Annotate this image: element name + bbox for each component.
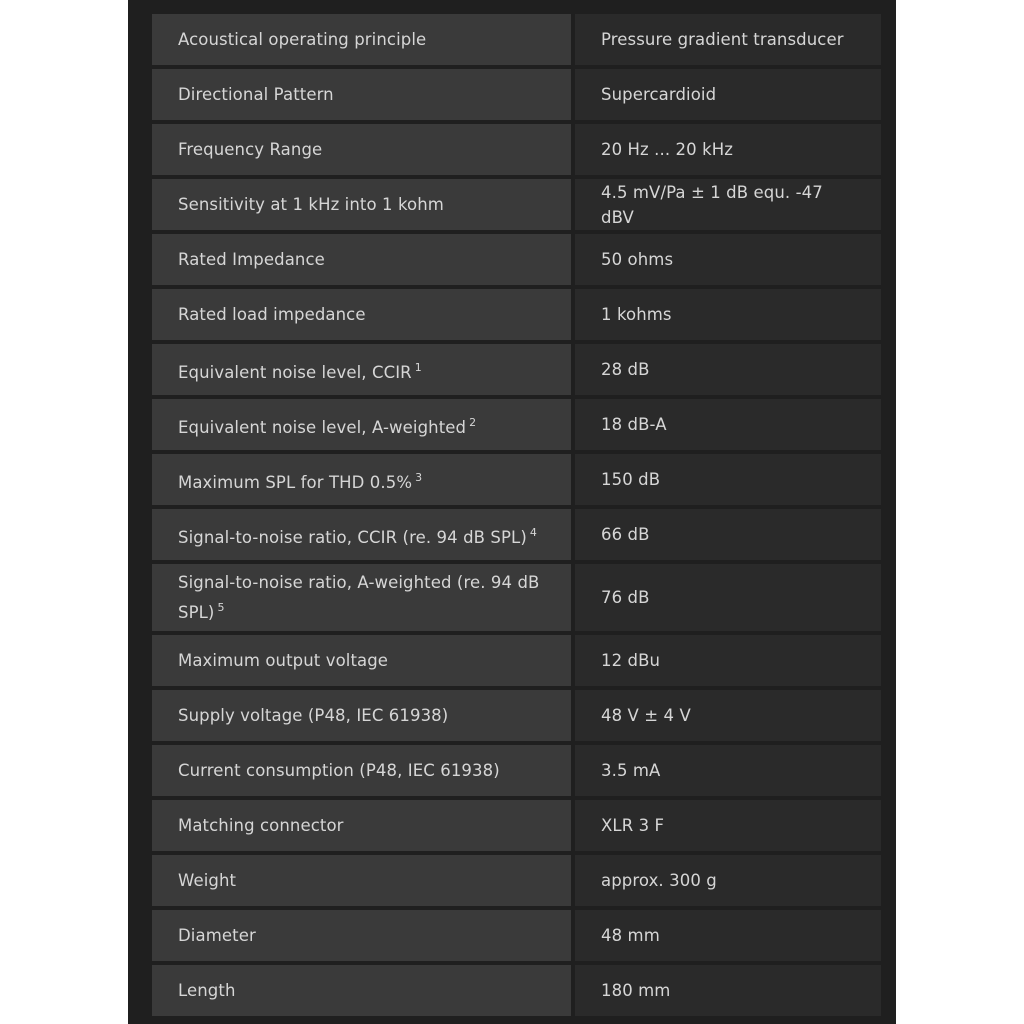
spec-value: 48 V ± 4 V <box>575 690 881 741</box>
spec-label: Acoustical operating principle <box>152 14 571 65</box>
spec-label: Current consumption (P48, IEC 61938) <box>152 745 571 796</box>
spec-label: Rated Impedance <box>152 234 571 285</box>
spec-value: 76 dB <box>575 564 881 631</box>
spec-value: 28 dB <box>575 344 881 395</box>
spec-row <box>152 690 881 741</box>
spec-value: 50 ohms <box>575 234 881 285</box>
spec-value: 180 mm <box>575 965 881 1016</box>
spec-value: 4.5 mV/Pa ± 1 dB equ. -47 dBV <box>575 179 881 230</box>
spec-value: XLR 3 F <box>575 800 881 851</box>
spec-value: 20 Hz ... 20 kHz <box>575 124 881 175</box>
footnote-marker: 4 <box>529 525 537 539</box>
spec-value: 12 dBu <box>575 635 881 686</box>
spec-row <box>152 745 881 796</box>
spec-row <box>152 289 881 340</box>
spec-row <box>152 344 881 395</box>
footnote-marker: 1 <box>414 360 422 374</box>
spec-row <box>152 234 881 285</box>
spec-label: Length <box>152 965 571 1016</box>
spec-row <box>152 800 881 851</box>
spec-label: Equivalent noise level, CCIR $^1$ <box>152 344 571 395</box>
spec-value: 1 kohms <box>575 289 881 340</box>
spec-value: approx. 300 g <box>575 855 881 906</box>
spec-row <box>152 399 881 450</box>
spec-label: Equivalent noise level, A-weighted $^2$ <box>152 399 571 450</box>
spec-row <box>152 14 881 65</box>
spec-row <box>152 454 881 505</box>
spec-row <box>152 965 881 1016</box>
spec-row <box>152 69 881 120</box>
spec-row <box>152 635 881 686</box>
spec-label: Signal-to-noise ratio, A-weighted (re. 94 dB SPL) $^5$ <box>152 564 571 631</box>
spec-label: Matching connector <box>152 800 571 851</box>
spec-label: Maximum output voltage <box>152 635 571 686</box>
spec-row <box>152 179 881 230</box>
spec-label: Maximum SPL for THD 0.5% $^3$ <box>152 454 571 505</box>
spec-row <box>152 855 881 906</box>
spec-value: 3.5 mA <box>575 745 881 796</box>
spec-label: Directional Pattern <box>152 69 571 120</box>
footnote-marker: 3 <box>415 470 423 484</box>
spec-label: Rated load impedance <box>152 289 571 340</box>
footnote-marker: 2 <box>469 415 477 429</box>
footnote-marker: 5 <box>217 601 225 614</box>
spec-label: Signal-to-noise ratio, CCIR (re. 94 dB SPL) $^4$ <box>152 509 571 560</box>
spec-value: 66 dB <box>575 509 881 560</box>
spec-value: 18 dB-A <box>575 399 881 450</box>
spec-row <box>152 509 881 560</box>
spec-label: Sensitivity at 1 kHz into 1 kohm <box>152 179 571 230</box>
spec-label: Supply voltage (P48, IEC 61938) <box>152 690 571 741</box>
spec-value: 150 dB <box>575 454 881 505</box>
spec-label: Diameter <box>152 910 571 961</box>
spec-row <box>152 124 881 175</box>
spec-label: Weight <box>152 855 571 906</box>
spec-value: Supercardioid <box>575 69 881 120</box>
spec-row <box>152 910 881 961</box>
spec-table <box>152 14 881 1016</box>
spec-row <box>152 564 881 631</box>
spec-label: Frequency Range <box>152 124 571 175</box>
spec-value: Pressure gradient transducer <box>575 14 881 65</box>
spec-value: 48 mm <box>575 910 881 961</box>
